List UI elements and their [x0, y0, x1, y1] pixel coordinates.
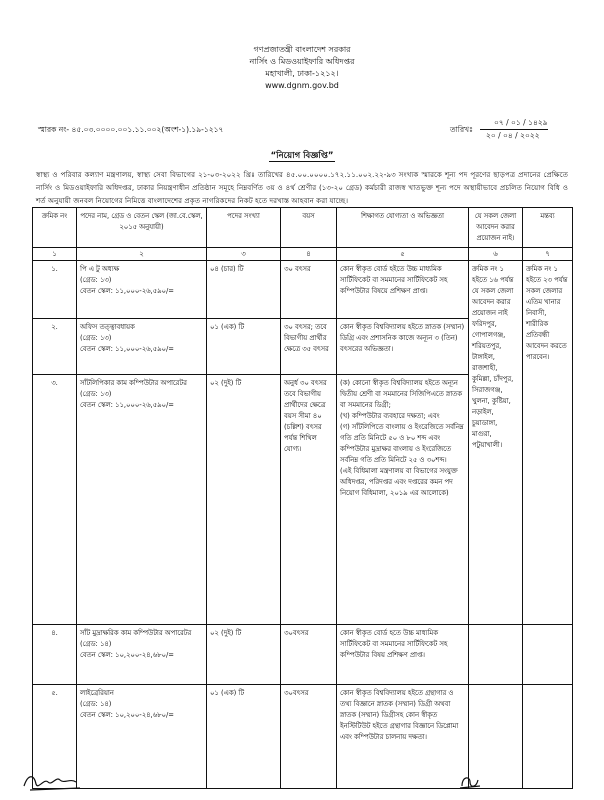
letterhead — [0, 44, 604, 92]
date-label: তারিখঃ — [450, 125, 473, 134]
post-scale: বেতন স্কেল: ১০,২০০-২৪,৬৮০/= — [80, 711, 174, 719]
post-count: ০২ (দুই) টি — [207, 625, 281, 685]
post-scale: বেতন স্কেল: ১১,০০০-২৬,৫৯০/= — [80, 287, 174, 295]
age-limit: ৩০ বৎসর; তবে বিভাগীয় প্রার্থীর ক্ষেত্রে ৩৫ বৎসর — [281, 319, 337, 375]
post-count: ০৪ (চার) টি — [207, 261, 281, 319]
date-block — [450, 117, 548, 142]
col-header-districts: যে সকল জেলা আবেদন করার প্রয়োজন নাই। — [469, 208, 523, 248]
post-count: ০১ (এক) টি — [207, 319, 281, 375]
col-number: ৭ — [523, 248, 573, 261]
col-number: ১ — [33, 248, 77, 261]
col-number: ৬ — [469, 248, 523, 261]
qualification-item: (খ) কম্পিউটার ব্যবহারে দক্ষতা; এবং — [340, 412, 440, 420]
notice-title-text: “নিয়োগ বিজ্ঞপ্তি” — [270, 151, 334, 161]
post-name: সাঁট মুদ্রাক্ষরিক কাম কম্পিউটার অপারেটর — [80, 629, 192, 637]
post-cell — [77, 375, 207, 625]
row-serial: ৪. — [33, 625, 77, 685]
row-serial: ২. — [33, 319, 77, 375]
qualification: কোন স্বীকৃত বিশ্ববিদ্যালয় হইতে স্নাতক (সম্মান) ডিগ্রি এবং প্রশাসনিক কাজে অন্যূন ৩ (তিন) বৎসরের অভিজ্ঞতা। — [337, 319, 469, 375]
post-name: পি এ টু অধ্যক্ষ — [80, 265, 120, 273]
age-limit: অনুর্ধ ৩০ বৎসর তবে বিভাগীয় প্রার্থীদের ক্ষেত্রে বয়স সীমা ৪০ (চল্লিশ) বৎসর পর্যন্ত শিথিল যোগ্য। — [281, 375, 337, 625]
signature-right — [456, 770, 486, 792]
post-name: অফিস তত্ত্বাবধায়ক — [80, 323, 135, 331]
qualification — [337, 375, 469, 625]
qualification-item: (ক) কোনো স্বীকৃত বিশ্ববিদ্যালয় হইতে অন্যূন দ্বিতীয় শ্রেণী বা সমমানের সিজিপিএতে স্নাতক বা সমমানের ডিগ্রী; — [340, 379, 463, 409]
date-gregorian: ২০ / ০৪ / ২০২২ — [480, 129, 548, 142]
age-limit: ৩০ বৎসর — [281, 261, 337, 319]
post-cell — [77, 625, 207, 685]
date-bengali: ০৭ / ০১ / ১৪২৯ — [494, 118, 548, 127]
col-number: ২ — [77, 248, 207, 261]
vacancy-table — [32, 207, 573, 789]
col-number: ৫ — [337, 248, 469, 261]
signature-left — [20, 768, 90, 794]
post-count: ০১ (এক) টি — [207, 685, 281, 789]
col-number: ৩ — [207, 248, 281, 261]
qualification: কোন স্বীকৃত বিশ্ববিদ্যালয় হইতে গ্রন্থাগার ও তথ্য বিজ্ঞানে স্নাতক (সম্মান) ডিগ্রী অথবা স্নাতক (সম্মান) ডিগ্রীসহ কোন স্বীকৃত ইনস্টিটিউট হইতে গ্রন্থাগার বিজ্ঞানে ডিপ্লোমা এবং কম্পিউটার চালনায় দক্ষতা। — [337, 685, 469, 789]
column-number-row — [33, 248, 573, 261]
remarks: ক্রমিক নং ১ হইতে ২৩ পর্যন্ত সকল জেলার এতিম খানার নিবাসী, শারীরিক প্রতিবন্ধী আবেদন করতে পারবেন। — [523, 261, 573, 625]
row-serial: ৫. — [33, 685, 77, 789]
website-link[interactable]: www.dgnm.gov.bd — [265, 81, 339, 90]
post-scale: বেতন স্কেল: ১০,২০০-২৪,৬৮০/= — [80, 651, 174, 659]
remarks-empty — [523, 625, 573, 685]
post-name: সাঁটলিপিকার কাম কম্পিউটার অপারেটর — [80, 379, 187, 387]
col-header-post: পদের নাম, গ্রেড ও বেতন স্কেল (জা.বে.স্কেল, ২০১৫ অনুযায়ী) — [77, 208, 207, 248]
col-header-remarks: মন্তব্য — [523, 208, 573, 248]
post-cell — [77, 319, 207, 375]
col-header-age: বয়স — [281, 208, 337, 248]
post-grade: (গ্রেড: ১৩) — [80, 334, 112, 342]
office-address: মহাখালী, ঢাকা-১২১২। — [265, 69, 339, 78]
row-serial: ৩. — [33, 375, 77, 625]
notice-title — [0, 151, 604, 162]
post-scale: বেতন স্কেল: ১১,০০০-২৬,৫৯০/= — [80, 401, 174, 409]
post-grade: (গ্রেড: ১৩) — [80, 276, 112, 284]
qualification-item: (গ) সাঁটলিপিতে বাংলায় ও ইংরেজিতে সর্বনিম্ন গতি প্রতি মিনিটে ৫০ ও ৮০ শব্দ এবং কম্পিউটার মুদ্রাক্ষর বাংলায় ও ইংরেজিতে সর্বনিম্ন গতি প্রতি মিনিটে ২৫ ও ৩০শব্দ। — [340, 423, 464, 464]
post-grade: (গ্রেড: ১৪) — [80, 640, 112, 648]
qualification: কোন স্বীকৃত বোর্ড হতে উচ্চ মাধ্যমিক সার্টিফিকেট বা সমমানের সার্টিফিকেট সহ কম্পিউটার বিষয় প্রশিক্ষণ প্রাপ্ত। — [337, 625, 469, 685]
excluded-districts-empty — [469, 625, 523, 685]
table-row — [33, 685, 573, 789]
govt-name: গণপ্রজাতন্ত্রী বাংলাদেশ সরকার — [253, 45, 351, 54]
remarks-empty — [523, 685, 573, 789]
age-limit: ৩০বৎসর — [281, 685, 337, 789]
col-header-qualification: শিক্ষাগত যোগ্যতা ও অভিজ্ঞতা — [337, 208, 469, 248]
intro-paragraph: স্বাস্থ্য ও পরিবার কল্যাণ মন্ত্রণালয়, স্বাস্থ্য সেবা বিভাগের ২১-০৩-২০২২ খ্রিঃ তারিখের ৪৫.০০.০০০০.১৭২.১১.০০২.২২-৯৩ সংখ্যক স্মারকে শূন্য পদ পূরণের ছাড়পত্র প্রদানের প্রেক্ষিতে নার্সিং ও মিডওয়াইফারি অধিদপ্তর, ঢাকার নিয়ন্ত্রণাধীন প্রতিষ্ঠান সমূহে নিম্নবর্ণিত ৩য় ও ৪র্থ শ্রেণীর (১৩-২০ গ্রেড) কর্মচারী রাজস্ব খাতভুক্ত শূন্য পদে অস্থায়ীভাবে প্রচলিত নিয়োগ বিধি ও শর্ত অনুযায়ী জনবল নিয়োগের নিমিত্তে বাংলাদেশের প্রকৃত নাগরিকদের নিকট হতে দরখাস্ত আহবান করা যাচ্ছে। — [36, 170, 568, 205]
table-row — [33, 625, 573, 685]
col-header-count: পদের সংখ্যা — [207, 208, 281, 248]
post-grade: (গ্রেড: ১৩) — [80, 390, 112, 398]
row-serial: ১. — [33, 261, 77, 319]
excluded-districts: ক্রমিক নং ১ হইতে ১৬ পর্যন্ত যে সকল জেলা আবেদন করার প্রয়োজন নাই ফরিদপুর, গোপালগঞ্জ, শরিয়তপুর, টাঙ্গাইল, রাজশাহী, কুমিল্লা, চাঁদপুর, সিরাজগঞ্জ, খুলনা, কুষ্টিয়া, নড়াইল, চুয়াডাঙ্গা, মাগুরা, পটুয়াখালী। — [469, 261, 523, 625]
post-cell — [77, 261, 207, 319]
col-number: ৪ — [281, 248, 337, 261]
table-header-row — [33, 208, 573, 248]
post-name: লাইব্রেরিয়ান — [80, 689, 114, 697]
post-grade: (গ্রেড: ১৪) — [80, 700, 112, 708]
post-cell — [77, 685, 207, 789]
qualification-item: (এই বিধিমালা মন্ত্রণালয় বা বিভাগের সংযুক্ত অধিদপ্তর, পরিদপ্তর এবং দপ্তরের কমন পদ নিয়োগ বিধিমালা, ২০১৯ এর আলোকে) — [340, 467, 458, 497]
post-scale: বেতন স্কেল: ১১,০০০-২৬,৫৯০/= — [80, 345, 174, 353]
table-row — [33, 261, 573, 319]
qualification: কোন স্বীকৃত বোর্ড হইতে উচ্চ মাধ্যমিক সার্টিফিকেট বা সমমানের সার্টিফিকেট সহ কম্পিউটার বিষয়ে প্রশিক্ষণ প্রাপ্ত। — [337, 261, 469, 319]
memo-number: স্মারক নং- ৪৫.০৩.০০০০.০০১.১১.০০২(অংশ-১).১৯-১২১৭ — [38, 125, 224, 134]
directorate-name: নার্সিং ও মিডওয়াইফারি অধিদপ্তর — [249, 57, 355, 66]
age-limit: ৩০বৎসর — [281, 625, 337, 685]
post-count: ০২ (দুই) টি — [207, 375, 281, 625]
col-header-serial: ক্রমিক নং — [33, 208, 77, 248]
